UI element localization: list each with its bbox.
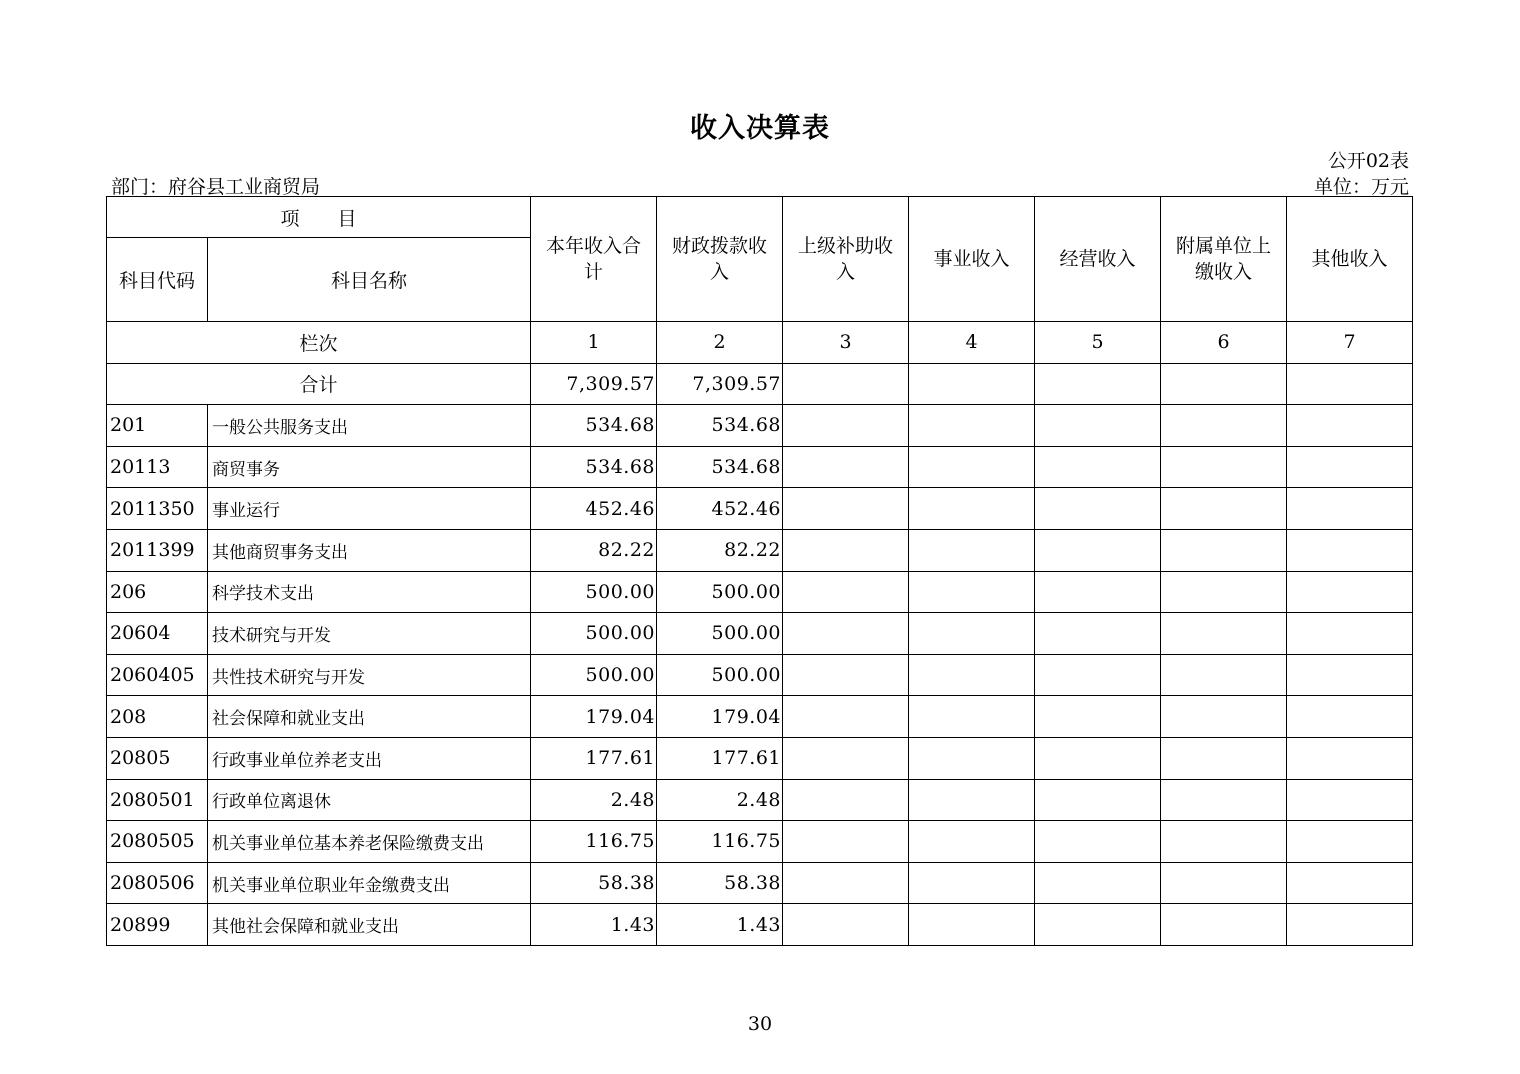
account-name: 技术研究与开发 [208, 613, 531, 655]
amount-cell [1287, 529, 1413, 571]
page-number: 30 [747, 1013, 773, 1035]
amount-cell [909, 446, 1035, 488]
amount-cell [783, 654, 909, 696]
account-name: 商贸事务 [208, 446, 531, 488]
amount-cell [783, 571, 909, 613]
total-label: 合计 [107, 363, 531, 405]
amount-cell [1161, 779, 1287, 821]
amount-cell [1035, 446, 1161, 488]
amount-cell [909, 571, 1035, 613]
amount-cell [1287, 405, 1413, 447]
amount-cell [1161, 737, 1287, 779]
account-name: 社会保障和就业支出 [208, 696, 531, 738]
column-number: 2 [657, 322, 783, 364]
amount-cell: 500.00 [531, 654, 657, 696]
amount-cell: 534.68 [657, 446, 783, 488]
amount-cell [1161, 446, 1287, 488]
column-header: 事业收入 [909, 197, 1035, 322]
column-header: 附属单位上缴收入 [1161, 197, 1287, 322]
table-row [107, 613, 1413, 655]
amount-cell [909, 529, 1035, 571]
amount-cell [1287, 737, 1413, 779]
amount-cell [909, 654, 1035, 696]
account-name: 其他商贸事务支出 [208, 529, 531, 571]
amount-cell [1035, 696, 1161, 738]
amount-cell: 179.04 [657, 696, 783, 738]
amount-cell [1161, 821, 1287, 863]
amount-cell [909, 613, 1035, 655]
account-code: 2060405 [107, 654, 208, 696]
amount-cell [1287, 654, 1413, 696]
column-number: 5 [1035, 322, 1161, 364]
table-row [107, 821, 1413, 863]
total-value [1161, 363, 1287, 405]
total-value [1287, 363, 1413, 405]
table-row [107, 571, 1413, 613]
account-code: 206 [107, 571, 208, 613]
total-value: 7,309.57 [657, 363, 783, 405]
amount-cell: 2.48 [657, 779, 783, 821]
amount-cell [1161, 904, 1287, 946]
amount-cell [1287, 446, 1413, 488]
amount-cell [1287, 696, 1413, 738]
table-row [107, 737, 1413, 779]
amount-cell [1287, 779, 1413, 821]
account-code: 20604 [107, 613, 208, 655]
account-name: 事业运行 [208, 488, 531, 530]
account-code: 20805 [107, 737, 208, 779]
form-number: 公开02表 [1327, 150, 1409, 172]
account-code: 208 [107, 696, 208, 738]
amount-cell [1035, 737, 1161, 779]
amount-cell: 177.61 [657, 737, 783, 779]
code-header: 科目代码 [107, 238, 208, 322]
amount-cell [783, 488, 909, 530]
amount-cell [909, 488, 1035, 530]
amount-cell: 1.43 [531, 904, 657, 946]
amount-cell [1161, 488, 1287, 530]
amount-cell [1035, 571, 1161, 613]
table-row [107, 904, 1413, 946]
amount-cell [1161, 571, 1287, 613]
amount-cell [783, 862, 909, 904]
amount-cell [909, 821, 1035, 863]
amount-cell [1161, 613, 1287, 655]
column-header: 财政拨款收入 [657, 197, 783, 322]
account-name: 科学技术支出 [208, 571, 531, 613]
amount-cell: 500.00 [657, 613, 783, 655]
column-number: 1 [531, 322, 657, 364]
column-header: 上级补助收入 [783, 197, 909, 322]
amount-cell: 452.46 [657, 488, 783, 530]
column-number: 7 [1287, 322, 1413, 364]
amount-cell [1035, 779, 1161, 821]
table-row [107, 446, 1413, 488]
column-header: 经营收入 [1035, 197, 1161, 322]
header-row-1 [107, 197, 1413, 238]
amount-cell [1035, 488, 1161, 530]
total-value: 7,309.57 [531, 363, 657, 405]
report-title: 收入决算表 [690, 113, 830, 144]
table-row [107, 529, 1413, 571]
amount-cell [783, 696, 909, 738]
column-number-label: 栏次 [107, 322, 531, 364]
amount-cell: 1.43 [657, 904, 783, 946]
amount-cell [1035, 613, 1161, 655]
account-name: 机关事业单位基本养老保险缴费支出 [208, 821, 531, 863]
item-header: 项 目 [107, 197, 531, 238]
account-name: 机关事业单位职业年金缴费支出 [208, 862, 531, 904]
amount-cell [1035, 405, 1161, 447]
amount-cell: 500.00 [657, 654, 783, 696]
account-code: 2011399 [107, 529, 208, 571]
amount-cell [1161, 696, 1287, 738]
amount-cell: 58.38 [531, 862, 657, 904]
account-code: 201 [107, 405, 208, 447]
amount-cell [1035, 904, 1161, 946]
column-number: 6 [1161, 322, 1287, 364]
amount-cell: 452.46 [531, 488, 657, 530]
table-row [107, 405, 1413, 447]
account-code: 2011350 [107, 488, 208, 530]
amount-cell: 500.00 [531, 613, 657, 655]
amount-cell: 179.04 [531, 696, 657, 738]
amount-cell [783, 821, 909, 863]
total-value [783, 363, 909, 405]
department-label: 部门：府谷县工业商贸局 [111, 176, 321, 198]
amount-cell [783, 904, 909, 946]
table-row [107, 654, 1413, 696]
account-name: 行政单位离退休 [208, 779, 531, 821]
amount-cell [1161, 405, 1287, 447]
amount-cell [783, 613, 909, 655]
amount-cell: 534.68 [531, 405, 657, 447]
table-row [107, 488, 1413, 530]
amount-cell [1287, 862, 1413, 904]
amount-cell [1287, 613, 1413, 655]
table-row [107, 862, 1413, 904]
amount-cell [909, 904, 1035, 946]
account-name: 共性技术研究与开发 [208, 654, 531, 696]
amount-cell [783, 446, 909, 488]
account-name: 其他社会保障和就业支出 [208, 904, 531, 946]
amount-cell: 177.61 [531, 737, 657, 779]
table-row [107, 779, 1413, 821]
amount-cell [1161, 654, 1287, 696]
amount-cell [1161, 529, 1287, 571]
amount-cell [909, 862, 1035, 904]
amount-cell: 116.75 [657, 821, 783, 863]
account-code: 2080505 [107, 821, 208, 863]
amount-cell [909, 737, 1035, 779]
column-number: 3 [783, 322, 909, 364]
amount-cell: 82.22 [531, 529, 657, 571]
column-number: 4 [909, 322, 1035, 364]
amount-cell [1035, 654, 1161, 696]
account-code: 20113 [107, 446, 208, 488]
amount-cell: 500.00 [657, 571, 783, 613]
amount-cell [1035, 862, 1161, 904]
account-name: 行政事业单位养老支出 [208, 737, 531, 779]
column-header: 本年收入合计 [531, 197, 657, 322]
amount-cell: 2.48 [531, 779, 657, 821]
income-final-accounts-table [106, 196, 1413, 946]
amount-cell: 116.75 [531, 821, 657, 863]
total-value [1035, 363, 1161, 405]
amount-cell: 58.38 [657, 862, 783, 904]
account-code: 2080501 [107, 779, 208, 821]
amount-cell: 500.00 [531, 571, 657, 613]
amount-cell [909, 696, 1035, 738]
amount-cell [783, 737, 909, 779]
total-row [107, 363, 1413, 405]
amount-cell [909, 779, 1035, 821]
amount-cell [783, 405, 909, 447]
amount-cell [1287, 904, 1413, 946]
amount-cell: 534.68 [531, 446, 657, 488]
amount-cell [1161, 862, 1287, 904]
account-name: 一般公共服务支出 [208, 405, 531, 447]
amount-cell [1035, 529, 1161, 571]
column-number-row [107, 322, 1413, 364]
amount-cell [1287, 821, 1413, 863]
amount-cell [1287, 571, 1413, 613]
amount-cell [1287, 488, 1413, 530]
amount-cell [909, 405, 1035, 447]
name-header: 科目名称 [208, 238, 531, 322]
total-value [909, 363, 1035, 405]
table-row [107, 696, 1413, 738]
column-header: 其他收入 [1287, 197, 1413, 322]
amount-cell [783, 779, 909, 821]
amount-cell [1035, 821, 1161, 863]
amount-cell: 82.22 [657, 529, 783, 571]
amount-cell [783, 529, 909, 571]
account-code: 20899 [107, 904, 208, 946]
account-code: 2080506 [107, 862, 208, 904]
unit-label: 单位：万元 [1313, 176, 1409, 198]
amount-cell: 534.68 [657, 405, 783, 447]
